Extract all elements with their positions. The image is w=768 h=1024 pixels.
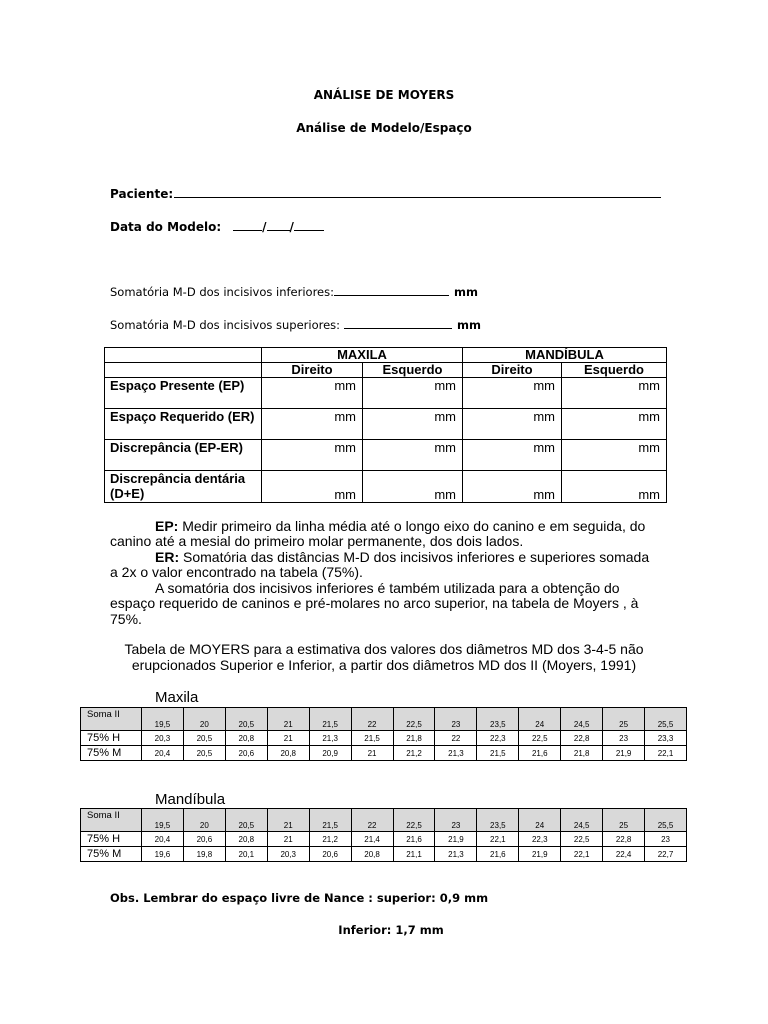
header-cell: 25,5: [645, 708, 687, 731]
table-cell: 22,4: [603, 847, 645, 862]
mandibula-esquerdo-header: Esquerdo: [562, 363, 667, 378]
upper-incisors-sum-field: [110, 317, 481, 332]
table-cell: 23,3: [645, 731, 687, 746]
table-cell: 20,1: [225, 847, 267, 862]
mandibula-direito-header: Direito: [463, 363, 562, 378]
table-cell: 20,6: [183, 832, 225, 847]
table-cell: 21: [267, 731, 309, 746]
table-cell: 19,6: [142, 847, 184, 862]
header-cell: 20,5: [225, 809, 267, 832]
value-cell[interactable]: mm: [562, 378, 667, 409]
header-cell: 25: [603, 708, 645, 731]
table-cell: 20,8: [225, 731, 267, 746]
table-cell: 21,6: [519, 746, 561, 761]
mandibula-header: MANDÍBULA: [463, 348, 667, 363]
table-cell: 21,5: [477, 746, 519, 761]
row-label: 75% H: [81, 832, 142, 847]
row-label-discrepancia-dentaria: Discrepância dentária (D+E): [105, 471, 262, 503]
er-note: [110, 550, 658, 581]
table-row: [81, 731, 687, 746]
header-cell: 22: [351, 708, 393, 731]
table-cell: 22,5: [519, 731, 561, 746]
header-cell: 21,5: [309, 809, 351, 832]
table-cell: 22,8: [561, 731, 603, 746]
ep-text: Medir primeiro da linha média até o longo eixo do canino e em seguida, do canino até a mesial do primeiro molar permanente, dos dois lados.: [110, 518, 646, 550]
ep-note: [110, 519, 658, 550]
table-cell: 21,3: [309, 731, 351, 746]
header-cell: 22: [351, 809, 393, 832]
table-cell: 23: [603, 731, 645, 746]
table-cell: 21,9: [519, 847, 561, 862]
er-text: Somatória das distâncias M-D dos incisivos inferiores e superiores somada a 2x o valor encontrado na tabela (75%).: [110, 549, 650, 581]
value-cell[interactable]: mm: [562, 440, 667, 471]
header-cell: 22,5: [393, 809, 435, 832]
header-cell: 23: [435, 809, 477, 832]
value-cell[interactable]: mm: [262, 471, 363, 503]
lower-incisors-sum-label: Somatória M-D dos incisivos inferiores:: [110, 285, 334, 299]
table-cell: 21,3: [435, 746, 477, 761]
header-cell: 24,5: [561, 809, 603, 832]
patient-field: [110, 186, 661, 201]
table-cell: 22,3: [519, 832, 561, 847]
value-cell[interactable]: mm: [262, 409, 363, 440]
space-analysis-table: [104, 347, 667, 503]
table-cell: 20,9: [309, 746, 351, 761]
date-separator: /: [262, 220, 267, 234]
table-cell: 21,3: [435, 847, 477, 862]
table-cell: 21,1: [393, 847, 435, 862]
table-cell: 21,8: [561, 746, 603, 761]
moyers-table-caption: Tabela de MOYERS para a estimativa dos valores dos diâmetros MD dos 3-4-5 não erupcionados Superior e Inferior, a partir dos diâmetros MD dos II (Moyers, 1991): [124, 641, 644, 673]
row-label: 75% M: [81, 847, 142, 862]
table-cell: 20,3: [142, 731, 184, 746]
maxila-header: MAXILA: [262, 348, 463, 363]
table-cell: 22: [435, 731, 477, 746]
table-cell: 20,8: [267, 746, 309, 761]
model-date-label: Data do Modelo:: [110, 220, 222, 234]
header-cell: 19,5: [142, 708, 184, 731]
value-cell[interactable]: mm: [262, 440, 363, 471]
empty-subheader-cell: [105, 363, 262, 378]
table-cell: 21,2: [393, 746, 435, 761]
table-cell: 20,5: [183, 746, 225, 761]
header-cell: 23,5: [477, 708, 519, 731]
header-cell: 21: [267, 809, 309, 832]
value-cell[interactable]: mm: [262, 378, 363, 409]
moyers-header-row: [81, 708, 687, 731]
row-label-ep: Espaço Presente (EP): [105, 378, 262, 409]
empty-header-cell: [105, 348, 262, 363]
table-cell: 21,6: [393, 832, 435, 847]
model-date-field: [110, 219, 324, 234]
table-cell: 20,4: [142, 832, 184, 847]
table-cell: 22,8: [603, 832, 645, 847]
table-cell: 23: [645, 832, 687, 847]
date-year-line[interactable]: [294, 219, 324, 231]
moyers-maxila-table: [80, 707, 687, 761]
date-day-line[interactable]: [233, 219, 262, 231]
er-term: ER:: [155, 549, 180, 565]
maxila-direito-header: Direito: [262, 363, 363, 378]
table-row: [105, 409, 667, 440]
date-separator: /: [289, 220, 294, 234]
row-label: 75% M: [81, 746, 142, 761]
table-cell: 20,8: [351, 847, 393, 862]
table-cell: 22,7: [645, 847, 687, 862]
upper-incisors-sum-line[interactable]: [344, 317, 452, 329]
header-cell: 20,5: [225, 708, 267, 731]
header-cell: 24,5: [561, 708, 603, 731]
table-cell: 20,5: [183, 731, 225, 746]
patient-label: Paciente:: [110, 187, 174, 201]
header-cell: 19,5: [142, 809, 184, 832]
header-cell: 22,5: [393, 708, 435, 731]
table-cell: 20,6: [225, 746, 267, 761]
table-cell: 22,1: [645, 746, 687, 761]
row-label-er: Espaço Requerido (ER): [105, 409, 262, 440]
table-row: [105, 378, 667, 409]
document-subtitle: Análise de Modelo/Espaço: [296, 121, 472, 135]
header-cell: 24: [519, 809, 561, 832]
table-row: [105, 440, 667, 471]
table-cell: 21: [351, 746, 393, 761]
table-cell: 22,1: [561, 847, 603, 862]
document-title: ANÁLISE DE MOYERS: [313, 88, 455, 102]
header-cell: 20: [183, 809, 225, 832]
nance-inferior: Inferior: 1,7 mm: [338, 923, 444, 937]
maxila-esquerdo-header: Esquerdo: [363, 363, 463, 378]
table-cell: 21,2: [309, 832, 351, 847]
sum-note: [110, 581, 658, 627]
table-cell: 22,5: [561, 832, 603, 847]
header-cell: 23,5: [477, 809, 519, 832]
moyers-mandibula-table: [80, 808, 687, 862]
table-cell: 21: [267, 832, 309, 847]
nance-observation: Obs. Lembrar do espaço livre de Nance : superior: 0,9 mm: [110, 891, 489, 905]
value-cell[interactable]: mm: [363, 378, 463, 409]
value-cell[interactable]: mm: [463, 409, 562, 440]
lower-incisors-sum-field: [110, 284, 478, 299]
header-cell: 25: [603, 809, 645, 832]
value-cell[interactable]: mm: [363, 440, 463, 471]
table-cell: 21,9: [435, 832, 477, 847]
table-cell: 22,1: [477, 832, 519, 847]
row-label: 75% H: [81, 731, 142, 746]
table-cell: 20,3: [267, 847, 309, 862]
table-row: [81, 832, 687, 847]
header-cell: Soma II: [81, 809, 142, 832]
value-cell[interactable]: mm: [463, 440, 562, 471]
table-cell: 21,4: [351, 832, 393, 847]
table-cell: 20,6: [309, 847, 351, 862]
table-cell: 21,9: [603, 746, 645, 761]
unit-mm: mm: [453, 285, 478, 299]
maxila-section-label: Maxila: [155, 689, 199, 706]
value-cell[interactable]: mm: [463, 378, 562, 409]
header-cell: 21,5: [309, 708, 351, 731]
table-row: [81, 746, 687, 761]
table-cell: 20,8: [225, 832, 267, 847]
sum-text: A somatória dos incisivos inferiores é também utilizada para a obtenção do espaço requerido de caninos e pré-molares no arco superior, na tabela de Moyers , à 75%.: [110, 580, 639, 627]
value-cell[interactable]: mm: [363, 471, 463, 503]
header-cell: 23: [435, 708, 477, 731]
value-cell[interactable]: mm: [562, 471, 667, 503]
value-cell[interactable]: mm: [562, 409, 667, 440]
value-cell[interactable]: mm: [463, 471, 562, 503]
table-cell: 21,5: [351, 731, 393, 746]
upper-incisors-sum-label: Somatória M-D dos incisivos superiores:: [110, 318, 341, 332]
unit-mm: mm: [457, 318, 481, 332]
header-cell: Soma II: [81, 708, 142, 731]
table-cell: 22,3: [477, 731, 519, 746]
mandibula-section-label: Mandíbula: [155, 791, 226, 808]
table-subheader-row: [105, 363, 667, 378]
patient-line[interactable]: [174, 186, 661, 198]
table-row: [81, 847, 687, 862]
ep-term: EP:: [155, 518, 179, 534]
value-cell[interactable]: mm: [363, 409, 463, 440]
date-month-line[interactable]: [267, 219, 290, 231]
moyers-header-row: [81, 809, 687, 832]
header-cell: 24: [519, 708, 561, 731]
header-cell: 20: [183, 708, 225, 731]
lower-incisors-sum-line[interactable]: [334, 284, 449, 296]
header-cell: 25,5: [645, 809, 687, 832]
table-row: [105, 471, 667, 503]
header-cell: 21: [267, 708, 309, 731]
table-cell: 21,6: [477, 847, 519, 862]
table-cell: 21,8: [393, 731, 435, 746]
table-header-row: [105, 348, 667, 363]
table-cell: 20,4: [142, 746, 184, 761]
table-cell: 19,8: [183, 847, 225, 862]
row-label-discrepancia: Discrepância (EP-ER): [105, 440, 262, 471]
